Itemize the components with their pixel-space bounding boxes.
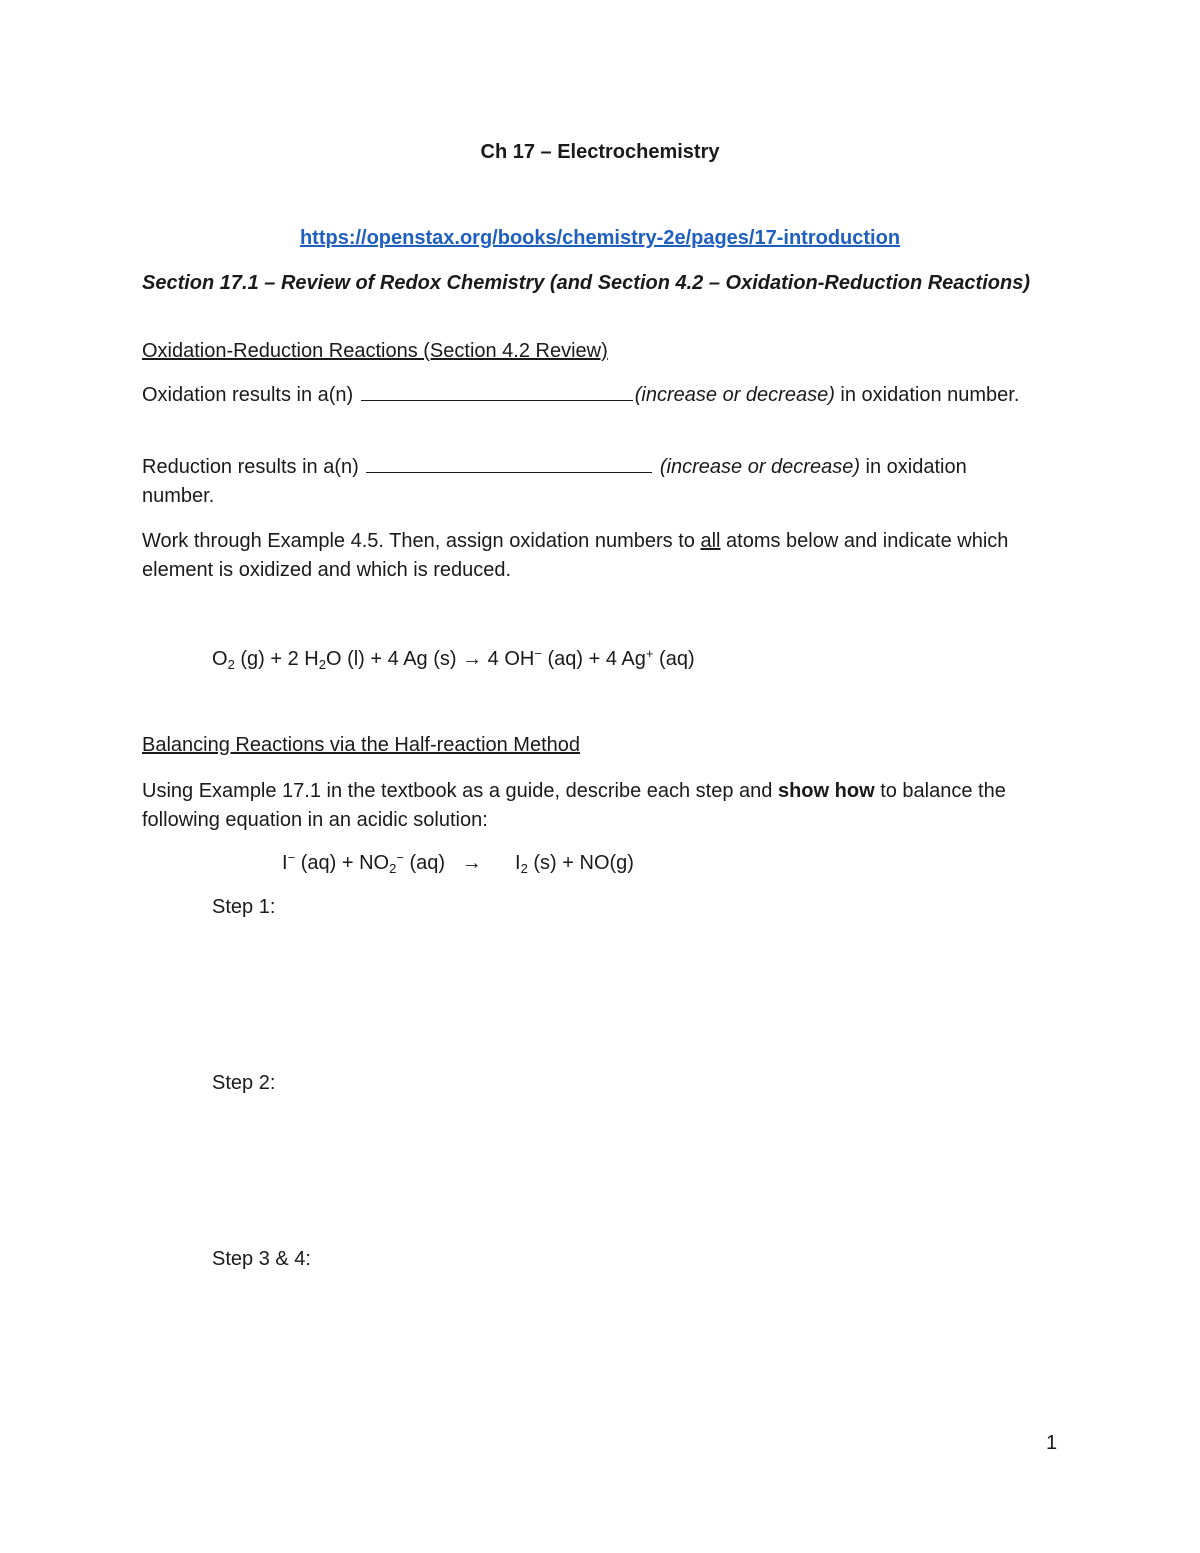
eq2-i2-subscript: 2 <box>520 861 528 876</box>
oxidation-suffix: in oxidation number. <box>834 384 1020 406</box>
eq2-i: I <box>282 852 288 874</box>
eq1-ag-charge: + <box>645 646 654 661</box>
instruction-balance <box>142 777 1042 835</box>
eq1-h2o-subscript: 2 <box>318 657 326 672</box>
instruction-2-bold: show how <box>777 780 875 802</box>
oxidation-question <box>142 381 1042 410</box>
eq2-part: (aq) + NO <box>295 852 390 874</box>
eq2-part: (aq) → I <box>403 852 521 874</box>
subheading-oxidation-reduction: Oxidation-Reduction Reactions (Section 4.2 Review) <box>142 340 608 362</box>
eq1-part: O (l) + 4 Ag (s) → 4 OH <box>325 648 535 670</box>
reduction-prefix: Reduction results in a(n) <box>142 456 365 478</box>
eq1-part: (g) + 2 H <box>234 648 319 670</box>
eq1-oh-charge: − <box>534 646 542 661</box>
section-heading: Section 17.1 – Review of Redox Chemistry (and Section 4.2 – Oxidation-Reduction Reactions) <box>142 272 1030 294</box>
oxidation-prefix: Oxidation results in a(n) <box>142 384 359 406</box>
reduction-hint: (increase or decrease) <box>659 456 860 478</box>
oxidation-hint: (increase or decrease) <box>634 384 835 406</box>
instruction-1-before: Work through Example 4.5. Then, assign oxidation numbers to <box>142 530 701 552</box>
eq1-part: (aq) + 4 Ag <box>541 648 646 670</box>
instruction-oxidation-numbers <box>142 527 1042 585</box>
openstax-link[interactable]: https://openstax.org/books/chemistry-2e/pages/17-introduction <box>299 227 901 249</box>
eq2-no2-charge: − <box>396 850 404 865</box>
instruction-1-emphasis: all <box>700 530 721 552</box>
page-number: 1 <box>1046 1432 1058 1454</box>
step-2-label: Step 2: <box>212 1072 276 1094</box>
eq1-part: (aq) <box>653 648 695 670</box>
reduction-suffix: in oxidation number. <box>142 456 967 507</box>
subheading-half-reaction: Balancing Reactions via the Half-reaction Method <box>142 734 581 756</box>
step-1-label: Step 1: <box>212 896 276 918</box>
oxidation-answer-blank[interactable] <box>361 384 633 401</box>
equation-iodide-nitrite <box>282 850 634 876</box>
step-3-4-label: Step 3 & 4: <box>212 1248 311 1270</box>
reduction-question <box>142 453 1042 511</box>
eq1-o2-subscript: 2 <box>227 657 235 672</box>
reduction-answer-blank[interactable] <box>366 456 652 473</box>
document-title: Ch 17 – Electrochemistry <box>480 141 720 163</box>
instruction-1-after: atoms below and indicate which element is oxidized and which is reduced. <box>142 530 1009 581</box>
eq2-part: (s) + NO(g) <box>527 852 634 874</box>
eq1-o2: O <box>212 648 228 670</box>
eq2-i-charge: − <box>287 850 296 865</box>
instruction-2-after: to balance the following equation in an acidic solution: <box>142 780 1006 831</box>
equation-silver-oxidation <box>212 646 695 672</box>
instruction-2-before: Using Example 17.1 in the textbook as a guide, describe each step and <box>142 780 778 802</box>
eq2-no2-subscript: 2 <box>389 861 397 876</box>
